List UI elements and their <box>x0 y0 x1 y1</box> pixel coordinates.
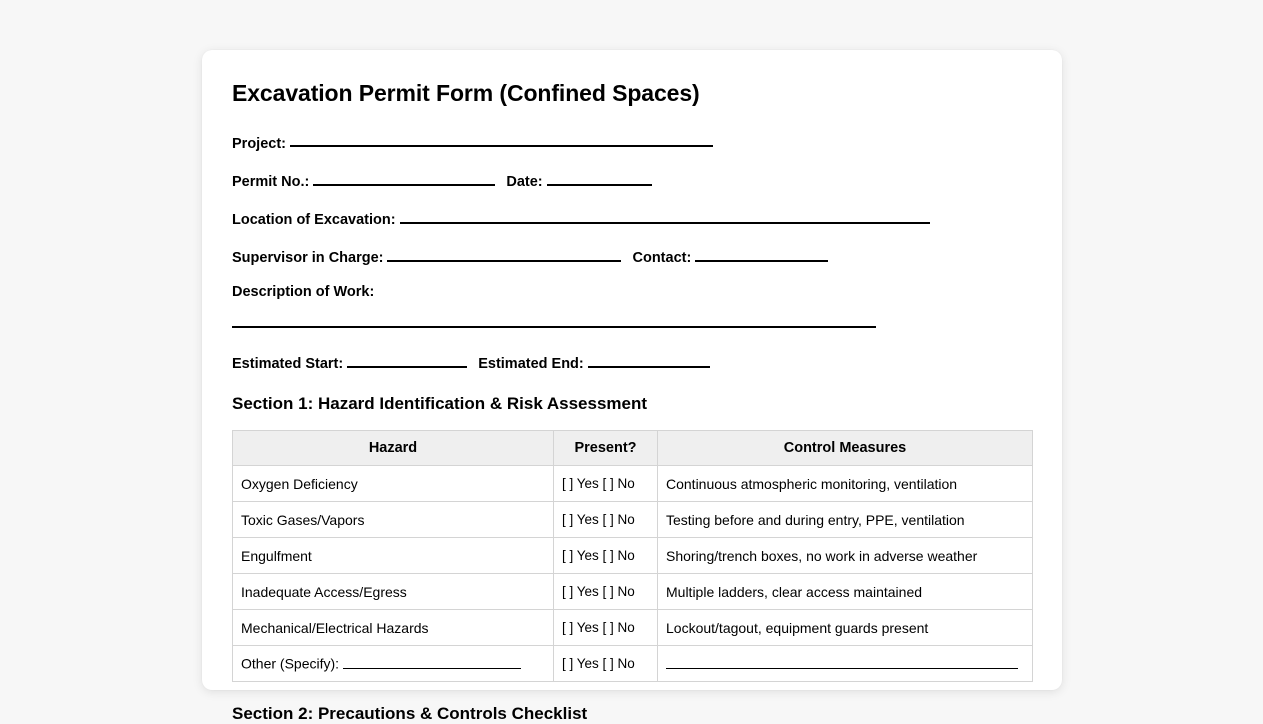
other-specify-input-blank[interactable] <box>343 655 521 669</box>
field-row-project <box>232 132 1032 151</box>
cell-hazard: Mechanical/Electrical Hazards <box>233 610 554 646</box>
permit-no-label: Permit No.: <box>232 173 310 190</box>
cell-control-measures: Shoring/trench boxes, no work in adverse weather <box>658 538 1033 574</box>
supervisor-label: Supervisor in Charge: <box>232 250 384 267</box>
field-row-permit-date <box>232 170 1032 189</box>
field-row-location <box>232 208 1032 227</box>
cell-hazard: Engulfment <box>233 538 554 574</box>
cell-hazard: Inadequate Access/Egress <box>233 574 554 610</box>
field-row-estimated-dates <box>232 352 1032 371</box>
estimated-start-label: Estimated Start: <box>232 356 344 373</box>
permit-no-input-blank[interactable] <box>313 170 495 186</box>
cell-present-checkboxes[interactable]: [ ] Yes [ ] No <box>554 466 658 502</box>
document-card <box>202 50 1062 723</box>
column-header-control-measures: Control Measures <box>658 431 1033 466</box>
table-head <box>233 431 1033 466</box>
table-row <box>233 646 1033 682</box>
field-row-description <box>232 285 1032 300</box>
cell-present-checkboxes[interactable]: [ ] Yes [ ] No <box>554 646 658 682</box>
description-label: Description of Work: <box>232 283 375 300</box>
cell-hazard-other <box>233 646 554 682</box>
other-control-input-blank[interactable] <box>666 655 1018 669</box>
section-1-heading: Section 1: Hazard Identification & Risk Assessment <box>232 393 648 413</box>
cell-hazard: Oxygen Deficiency <box>233 466 554 502</box>
project-label: Project: <box>232 135 286 152</box>
description-line-wrap <box>232 311 1032 333</box>
page-title: Excavation Permit Form (Confined Spaces) <box>232 80 700 106</box>
section-2-heading: Section 2: Precautions & Controls Checklist <box>232 704 588 723</box>
table-row <box>233 538 1033 574</box>
column-header-present: Present? <box>554 431 658 466</box>
cell-hazard: Toxic Gases/Vapors <box>233 502 554 538</box>
contact-input-blank[interactable] <box>695 246 828 262</box>
cell-control-measures: Continuous atmospheric monitoring, ventilation <box>658 466 1033 502</box>
column-header-hazard: Hazard <box>233 431 554 466</box>
contact-label: Contact: <box>632 250 692 267</box>
estimated-end-input-blank[interactable] <box>588 352 710 368</box>
cell-present-checkboxes[interactable]: [ ] Yes [ ] No <box>554 502 658 538</box>
cell-control-measures: Lockout/tagout, equipment guards present <box>658 610 1033 646</box>
location-input-blank[interactable] <box>400 208 930 224</box>
table-row <box>233 610 1033 646</box>
table-body <box>233 466 1033 682</box>
date-label: Date: <box>506 173 543 190</box>
estimated-start-input-blank[interactable] <box>347 352 467 368</box>
table-row <box>233 502 1033 538</box>
hazard-identification-table <box>232 430 1033 682</box>
description-input-blank[interactable] <box>232 311 876 328</box>
cell-present-checkboxes[interactable]: [ ] Yes [ ] No <box>554 574 658 610</box>
project-input-blank[interactable] <box>290 132 713 148</box>
table-row <box>233 574 1033 610</box>
date-input-blank[interactable] <box>547 170 652 186</box>
estimated-end-label: Estimated End: <box>478 356 584 373</box>
field-row-supervisor-contact <box>232 246 1032 265</box>
cell-control-measures: Testing before and during entry, PPE, ventilation <box>658 502 1033 538</box>
location-label: Location of Excavation: <box>232 211 396 228</box>
supervisor-input-blank[interactable] <box>387 246 621 262</box>
cell-control-measures-other <box>658 646 1033 682</box>
cell-control-measures: Multiple ladders, clear access maintained <box>658 574 1033 610</box>
table-row <box>233 466 1033 502</box>
cell-present-checkboxes[interactable]: [ ] Yes [ ] No <box>554 538 658 574</box>
table-header-row <box>233 431 1033 466</box>
cell-present-checkboxes[interactable]: [ ] Yes [ ] No <box>554 610 658 646</box>
other-specify-label: Other (Specify): <box>241 655 340 672</box>
